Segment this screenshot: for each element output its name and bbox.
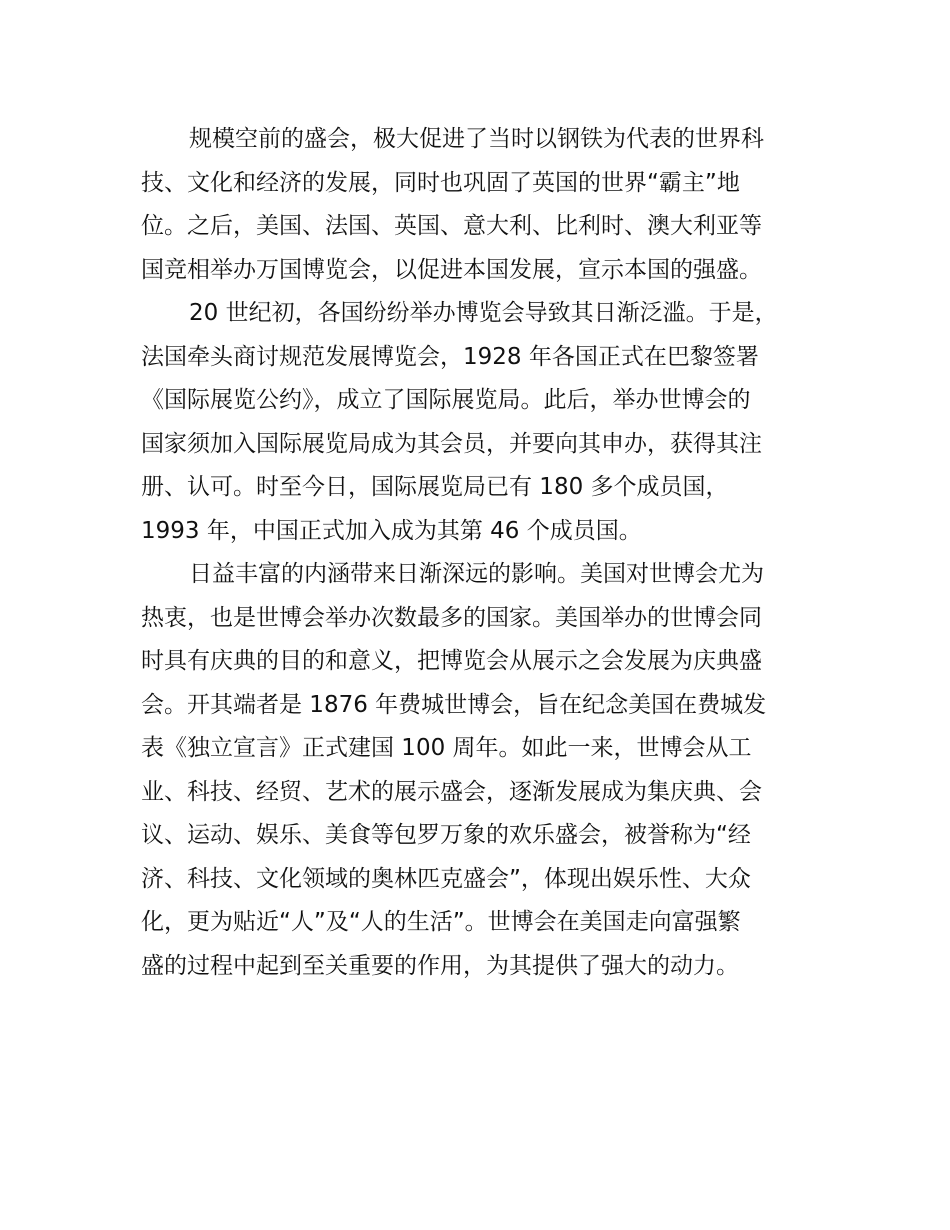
text-line: 册、认可。时至今日，国际展览局已有 180 多个成员国， (141, 474, 729, 500)
text-line: 国竞相举办万国博览会，以促进本国发展，宣示本国的强盛。 (141, 256, 762, 283)
text-line: 法国牵头商讨规范发展博览会，1928 年各国正式在巴黎签署 (141, 343, 759, 370)
text-line: 盛的过程中起到至关重要的作用，为其提供了强大的动力。 (141, 952, 739, 979)
paragraph-3 (141, 553, 831, 988)
text-line: 业、科技、经贸、艺术的展示盛会，逐渐发展成为集庆典、会 (141, 778, 762, 805)
text-line: 时具有庆典的目的和意义，把博览会从展示之会发展为庆典盛 (141, 648, 762, 674)
text-line: 位。之后，美国、法国、英国、意大利、比利时、澳大利亚等 (141, 213, 762, 239)
text-line: 济、科技、文化领域的奥林匹克盛会”，体现出娱乐性、大众 (141, 865, 751, 892)
text-line: 技、文化和经济的发展，同时也巩固了英国的世界“霸主”地 (141, 169, 740, 196)
text-line: 20 世纪初，各国纷纷举办博览会导致其日渐泛滥。于是， (189, 300, 778, 326)
text-line: 会。开其端者是 1876 年费城世博会，旨在纪念美国在费城发 (141, 691, 767, 718)
text-line: 议、运动、娱乐、美食等包罗万象的欢乐盛会，被誉称为“经 (141, 822, 751, 848)
text-line: 《国际展览公约》，成立了国际展览局。此后，举办世博会的 (141, 387, 751, 413)
paragraph-2 (141, 292, 831, 553)
paragraph-1 (141, 118, 831, 292)
text-line: 热衷，也是世博会举办次数最多的国家。美国举办的世博会同 (141, 604, 762, 631)
text-line: 化，更为贴近“人”及“人的生活”。世博会在美国走向富强繁 (141, 909, 741, 935)
text-line: 国家须加入国际展览局成为其会员，并要向其申办，获得其注 (141, 430, 762, 457)
text-line: 表《独立宣言》正式建国 100 周年。如此一来，世博会从工 (141, 735, 752, 761)
text-line: 1993 年，中国正式加入成为其第 46 个成员国。 (141, 517, 642, 544)
document-body (141, 118, 831, 988)
text-line: 规模空前的盛会，极大促进了当时以钢铁为代表的世界科 (189, 126, 764, 152)
text-line: 日益丰富的内涵带来日渐深远的影响。美国对世博会尤为 (189, 561, 764, 587)
